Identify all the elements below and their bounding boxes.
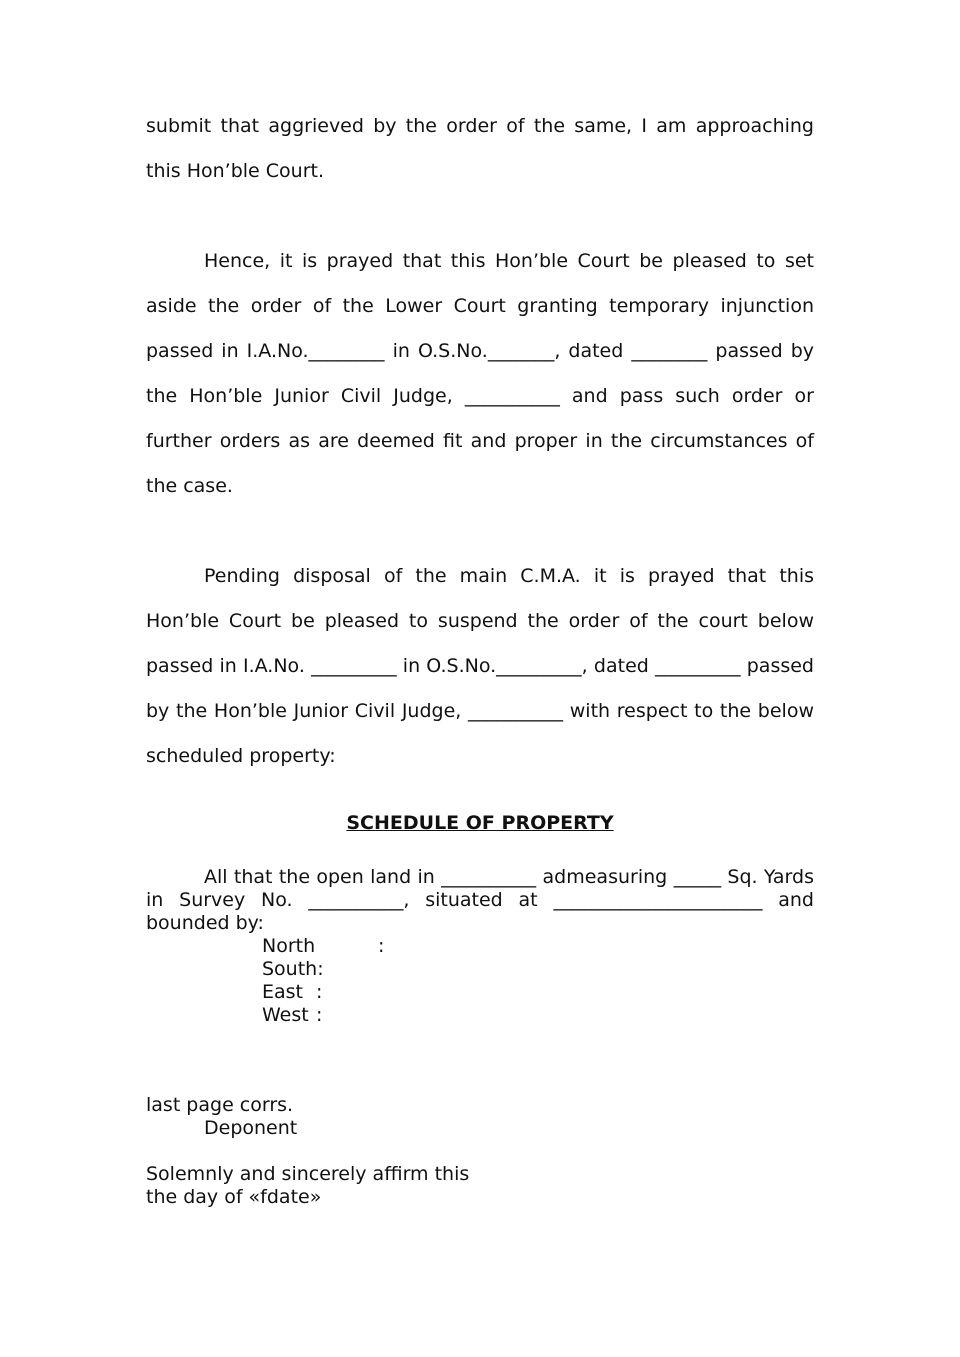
paragraph-prayer: Hence, it is prayed that this Hon’ble Court be pleased to set aside the order of the Lower Court granting temporary injunction passed in I.A.No.________ in O.S.No._______, dated ________ passed by the Hon’ble Junior Civil Judge, __________ and pass such order or further orders as are deemed fit and proper in the circumstances of the case.: [146, 250, 814, 497]
paragraph-pending-disposal: Pending disposal of the main C.M.A. it is prayed that this Hon’ble Court be pleased to suspend the order of the court below passed in I.A.No. _________ in O.S.No._________, dated _________ passed by the Hon’ble Junior Civil Judge, __________ with respect to the below scheduled property:: [146, 565, 814, 767]
schedule-description: All that the open land in __________ admeasuring _____ Sq. Yards in Survey No. __________, situated at ______________________ and bounded by:: [146, 866, 814, 934]
spacer: [146, 846, 814, 866]
spacer: [146, 509, 814, 554]
last-page-note: last page corrs.: [146, 1094, 294, 1116]
boundary-colon: :: [378, 935, 385, 957]
deponent-label: Deponent: [204, 1117, 298, 1139]
boundary-label: West: [262, 1004, 309, 1026]
boundaries-list: [262, 935, 814, 1027]
boundary-north: [262, 935, 814, 958]
spacer: [146, 1027, 814, 1094]
paragraph-continuation: submit that aggrieved by the order of the same, I am approaching this Hon’ble Court.: [146, 115, 814, 182]
document-page: [146, 104, 814, 1209]
deponent-block: [146, 1094, 814, 1209]
spacer: [146, 1140, 814, 1163]
boundary-west: [262, 1004, 814, 1027]
boundary-label: South: [262, 958, 318, 980]
schedule-heading: SCHEDULE OF PROPERTY: [346, 812, 614, 834]
boundary-colon: :: [317, 958, 324, 980]
affirmation-line-1: Solemnly and sincerely affirm this: [146, 1163, 470, 1185]
boundary-colon: :: [316, 981, 323, 1003]
spacer: [146, 779, 814, 801]
boundary-colon: :: [316, 1004, 323, 1026]
spacer: [146, 194, 814, 239]
boundary-south: [262, 958, 814, 981]
affirmation-line-2: the day of «fdate»: [146, 1186, 322, 1208]
boundary-label: North: [262, 935, 316, 957]
boundary-east: [262, 981, 814, 1004]
boundary-label: East: [262, 981, 303, 1003]
